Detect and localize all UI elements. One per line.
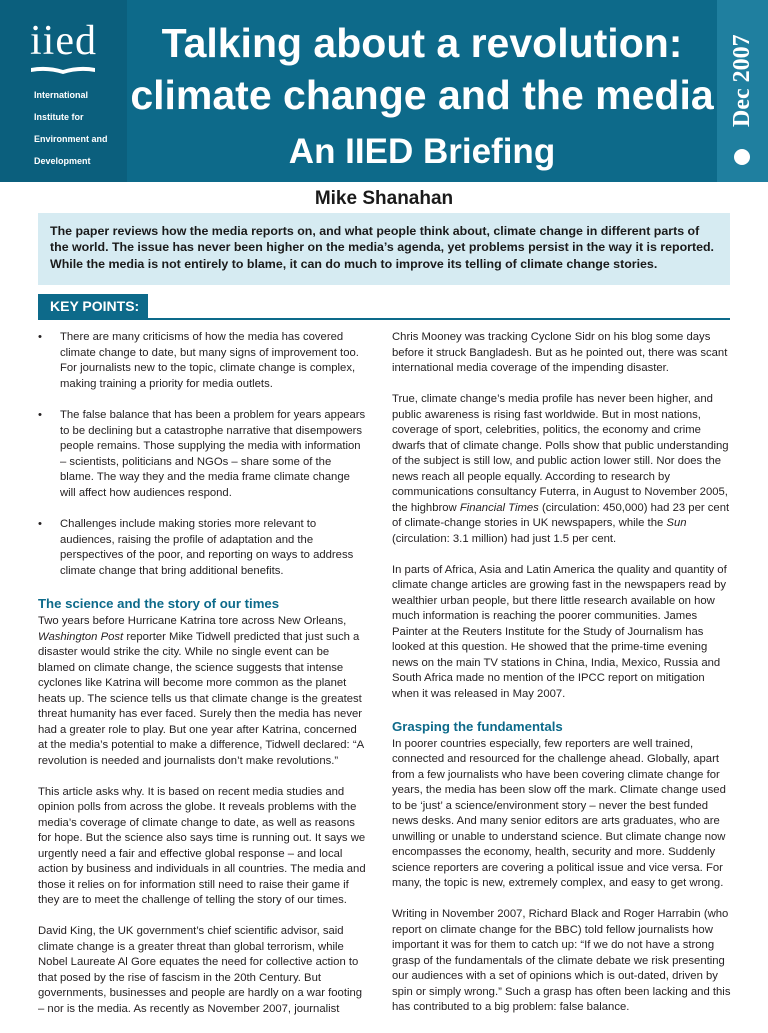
body-paragraph: In parts of Africa, Asia and Latin America the quality and quantity of climate change articles are growing fast in the newspapers read by wealthier urban people, but there little research available on how much information is reaching the poorer communities. James Painter at the Reuters Institute for the Study of Journalism has looked at this question. He showed that the prime-time evening news on the main TV stations in China, India, Mexico, Russia and South Africa made no mention of the IPCC report on mitigation when it was released in May 2007. bbox=[392, 563, 727, 700]
key-point-item bbox=[38, 517, 368, 579]
bullet-icon: • bbox=[38, 331, 42, 343]
text-run: Two years before Hurricane Katrina tore across New Orleans, bbox=[38, 615, 347, 627]
publication-name: Sun bbox=[666, 517, 687, 529]
key-point-text: The false balance that has been a problem for years appears to be declining but a catastrophe narrative that disempowers people remains. Those supplying the media with information – scientists, politicians and NGOs – share some of the blame. The way they and the media frame climate change will affect how audiences respond. bbox=[60, 409, 366, 499]
logo-panel bbox=[0, 0, 127, 182]
key-points-heading: KEY POINTS: bbox=[38, 294, 148, 319]
organisation-name bbox=[34, 84, 124, 172]
header-band bbox=[0, 0, 768, 182]
body-paragraph: David King, the UK government’s chief scientific advisor, said climate change is a greater threat than global terrorism, while Nobel Laureate Al Gore equates the need for collective action to that posed by the rise of fascism in the 20th Century. But governments, businesses and people are hardly on a war footing – nor is the media. As recently as November 2007, journalist bbox=[38, 925, 363, 1015]
body-paragraph bbox=[392, 392, 732, 547]
org-line: Environment and bbox=[34, 134, 108, 144]
bullet-icon: • bbox=[38, 409, 42, 421]
key-points-divider bbox=[38, 318, 730, 320]
key-point-text: Challenges include making stories more relevant to audiences, raising the profile of adaptation and the perspectives of the poor, and reporting on ways to address climate change that bring additional benefits. bbox=[60, 518, 354, 577]
key-point-text: There are many criticisms of how the media has covered climate change to date, but many signs of improvement too. For journalists new to the topic, climate change is complex, making training a priority for media outlets. bbox=[60, 331, 359, 390]
dot-icon bbox=[734, 149, 750, 165]
publication-name: Financial Times bbox=[459, 501, 539, 514]
text-run: (circulation: 450,000) had 23 per cent of climate-change stories in UK newspapers, while the bbox=[392, 501, 730, 529]
text-run: reporter Mike Tidwell predicted that just such a disaster would strike the city. While no single event can be blamed on climate change, the science suggests that intense cyclones like Katrina will become more common as the planet heats up. The science tells us that climate change is the greatest threat humanity has ever faced. Surely then the media has never had a greater role to play. But one year after Katrina, concerned at the media’s potential to make a difference, Tidwell declared: “A revolution is needed and journalists don’t make revolutions.” bbox=[38, 630, 364, 767]
body-paragraph: This article asks why. It is based on recent media studies and opinion polls from across the globe. It reveals problems with the media’s coverage of climate change to date, as well as reasons for hope. But the science also says time is running out. It says we urgently need a fair and effective global response – and local action by business and individuals in all countries. The media and those it relies on for information still need to raise their game if they are to meet the challenge of telling the story of our times. bbox=[38, 785, 366, 906]
author-name: Mike Shanahan bbox=[314, 188, 454, 209]
text-run: True, climate change’s media profile has never been higher, and public awareness is rising fast worldwide. But in most nations, coverage of sport, celebrities, politics, the economy and crime dwarfs that of climate change. Polls show that public understanding of the subject is still low, and public action lower still. Nor does the news reach all people equally. According to research by communications consultancy Futerra, in August to November 2005, the highbrow bbox=[392, 393, 729, 514]
abstract-box: The paper reviews how the media reports on, and what people think about, climate change in different parts of the world. The issue has never been higher on the media’s agenda, yet problems persist in the way it is reported. While the media is not entirely to blame, it can do much to improve its telling of climate change stories. bbox=[38, 213, 730, 285]
book-icon bbox=[30, 66, 96, 76]
body-paragraph: Writing in November 2007, Richard Black and Roger Harrabin (who report on climate change for the BBC) told fellow journalists how important it was for them to catch up: “If we do not have a strong grasp of the fundamentals of the climate debate we risk presenting our audiences with a set of opinions which is out-dated, driven by spin or simply wrong.” Such a grasp has often been lacking and this has contributed to a big problem: false balance. bbox=[392, 908, 731, 1013]
iied-logo: iied bbox=[30, 18, 97, 64]
right-column bbox=[392, 330, 732, 1031]
date-strip bbox=[717, 0, 768, 182]
subtitle: An IIED Briefing bbox=[288, 132, 556, 171]
section-heading: Grasping the fundamentals bbox=[392, 718, 563, 734]
key-point-item bbox=[38, 330, 368, 392]
title-line-1: Talking about a revolution: bbox=[161, 20, 683, 66]
left-column bbox=[38, 330, 368, 1033]
key-point-item bbox=[38, 408, 368, 501]
title-line-2: climate change and the media bbox=[130, 72, 714, 118]
bullet-icon: • bbox=[38, 518, 42, 530]
org-line: Development bbox=[34, 156, 91, 166]
text-run: (circulation: 3.1 million) had just 1.5 per cent. bbox=[392, 532, 617, 545]
org-line: Institute for bbox=[34, 112, 84, 122]
body-paragraph: Chris Mooney was tracking Cyclone Sidr on his blog some days before it struck Bangladesh. But as he pointed out, there was scant international media coverage of the impending disaster. bbox=[392, 331, 728, 374]
publication-name: Washington Post bbox=[38, 630, 124, 643]
section-heading: The science and the story of our times bbox=[38, 596, 280, 611]
body-paragraph bbox=[38, 614, 368, 769]
issue-date: Dec 2007 bbox=[729, 34, 755, 128]
org-line: International bbox=[34, 90, 89, 100]
body-paragraph: In poorer countries especially, few reporters are well trained, connected and resourced for the challenge ahead. Globally, apart from a few journalists who have been covering climate change for years, the media has been slow off the mark. Climate change used to be ‘just’ a science/environment story – never the best funded news desks. And many senior editors are arts graduates, who are unwilling or unable to understand science. But climate change now encompasses the economy, health, security and more. Suddenly science reporters are covering a political issue and vice versa. For many, the topic is new, extremely complex, and easy to get wrong. bbox=[392, 737, 726, 889]
